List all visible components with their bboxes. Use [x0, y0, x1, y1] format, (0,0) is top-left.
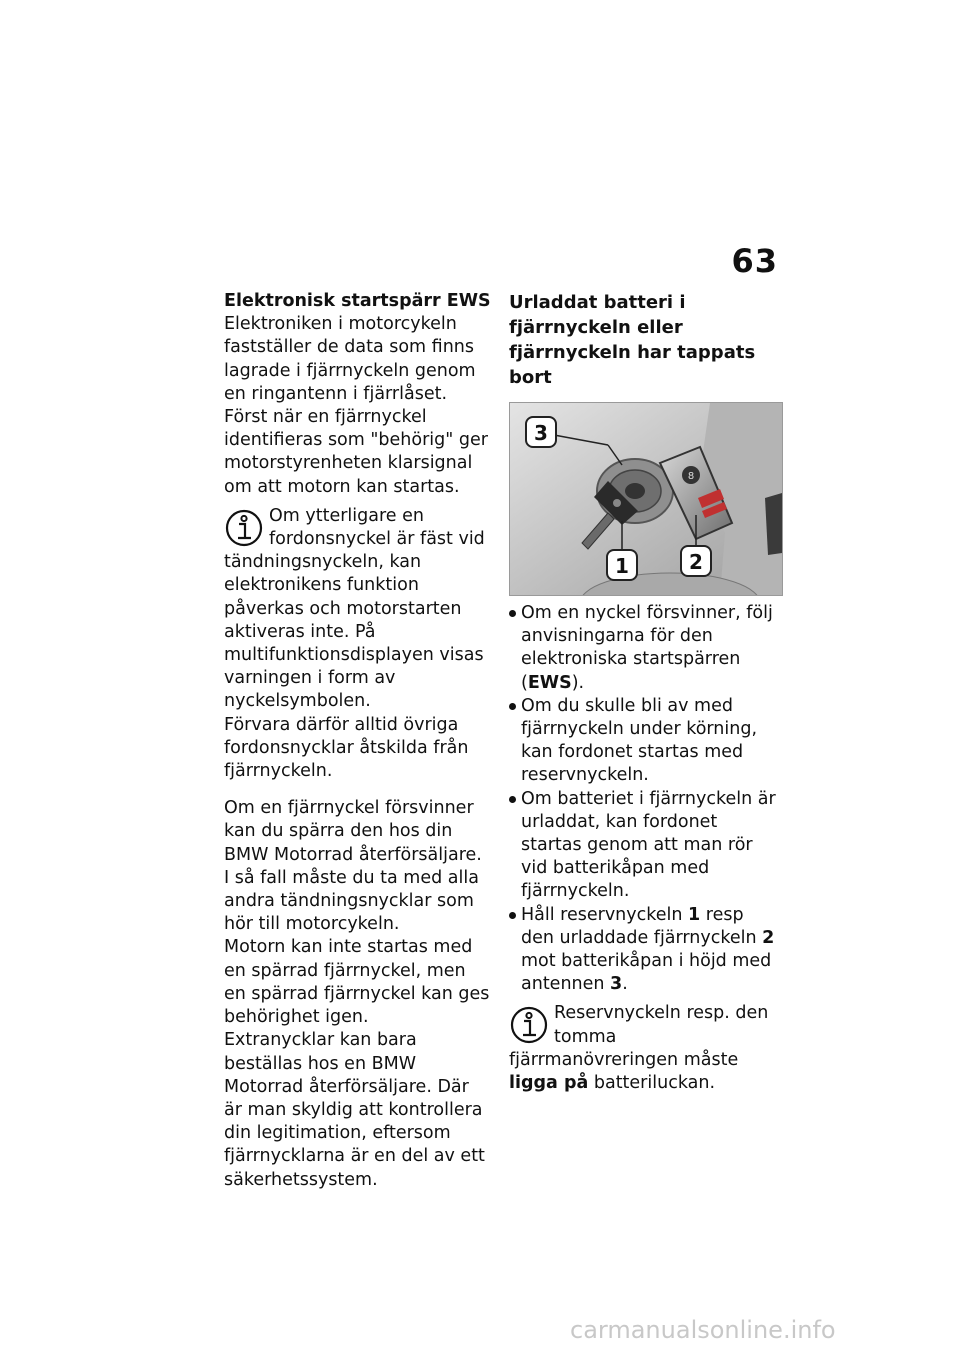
- paragraph-lost-key: Om en fjärrnyckel försvinner kan du spärra den hos din BMW Motorrad återförsäljare.: [224, 798, 482, 865]
- intro-paragraph: Elektroniken i motorcykeln fastställer de data som finns lagrade i fjärrnyckeln genom en ringantenn i fjärrlåset. Först när en fjärrnyckel identifieras som "behörig" ger motorstyrenheten klarsignal om att motorn kan startas.: [224, 314, 488, 497]
- callout-3-label: 3: [534, 421, 548, 445]
- section-heading-ews: Elektronisk startspärr EWS: [224, 291, 491, 311]
- ref-3: 3: [610, 974, 623, 995]
- info-note-text-2: Förvara därför alltid övriga fordonsnycklar åtskilda från fjärrnyckeln.: [224, 714, 469, 782]
- note-emphasis: ligga på: [509, 1073, 589, 1094]
- bullet-4-text-c: resp den urladdade fjärrnyckeln: [521, 904, 763, 948]
- note-text-b: batteriluckan.: [588, 1073, 716, 1094]
- page-number: 63: [731, 242, 778, 280]
- list-item: Om batteriet i fjärrnyckeln är urladdat, kan fordonet startas genom att man rör vid batterikåpan med fjärrnyckeln.: [509, 788, 781, 904]
- paragraph-extra-keys: Extranycklar kan bara beställas hos en BMW Motorrad återförsäljare. Där är man skyldig att kontrollera din legitimation, eftersom fjärrnycklarna är en del av ett säkerhetssystem.: [224, 1030, 485, 1190]
- section-heading-battery: Urladdat batteri i fjärrnyckeln eller fjärrnyckeln har tappats bort: [509, 292, 756, 388]
- watermark: carmanualsonline.info: [570, 1316, 836, 1344]
- info-note: [224, 505, 492, 714]
- ref-2: 2: [762, 927, 775, 948]
- bullet-1-end: ).: [571, 672, 585, 693]
- left-column: [224, 290, 492, 1192]
- illustration-svg: [510, 403, 782, 595]
- bullet-1-text: Om en nyckel försvinner, följ anvisningarna för den elektroniska startspärren (: [521, 603, 773, 693]
- ews-reference: EWS: [527, 672, 572, 693]
- paragraph-blocked-key: Motorn kan inte startas med en spärrad fjärrnyckel, men en spärrad fjärrnyckel kan ges behörighet igen.: [224, 937, 490, 1028]
- instruction-list: [509, 602, 781, 996]
- callout-2-label: 2: [689, 550, 703, 574]
- info-icon: [224, 508, 264, 548]
- bullet-4-text-g: .: [622, 974, 628, 995]
- list-item: [509, 904, 781, 997]
- key-antenna-illustration: [509, 402, 783, 596]
- info-icon: [509, 1005, 549, 1045]
- info-note-right: [509, 1002, 781, 1095]
- callout-1: [607, 550, 637, 580]
- paragraph-bring-keys: I så fall måste du ta med alla andra tändningsnycklar som hör till motorcykeln.: [224, 867, 479, 935]
- bullet-4-text-a: Håll reservnyckeln: [521, 904, 689, 925]
- right-column: [509, 290, 781, 1095]
- callout-1-label: 1: [615, 554, 629, 578]
- ref-1: 1: [688, 904, 701, 925]
- svg-text:8: 8: [687, 471, 695, 482]
- list-item: Om du skulle bli av med fjärrnyckeln under körning, kan fordonet startas med reservnyckeln.: [509, 695, 781, 788]
- bullet-4-text-e: mot batterikåpan i höjd med antennen: [521, 951, 772, 995]
- info-note-text: Om ytterligare en fordonsnyckel är fäst vid tändningsnyckeln, kan elektronikens funktion påverkas och motorstarten aktiveras inte. På multifunktionsdisplayen visas varningen i form av nyckelsymbolen.: [224, 505, 485, 712]
- callout-3: [526, 417, 556, 447]
- callout-2: [681, 546, 711, 576]
- list-item: [509, 602, 781, 695]
- note-text-a: Reservnyckeln resp. den tomma fjärrmanövreringen måste: [509, 1003, 769, 1070]
